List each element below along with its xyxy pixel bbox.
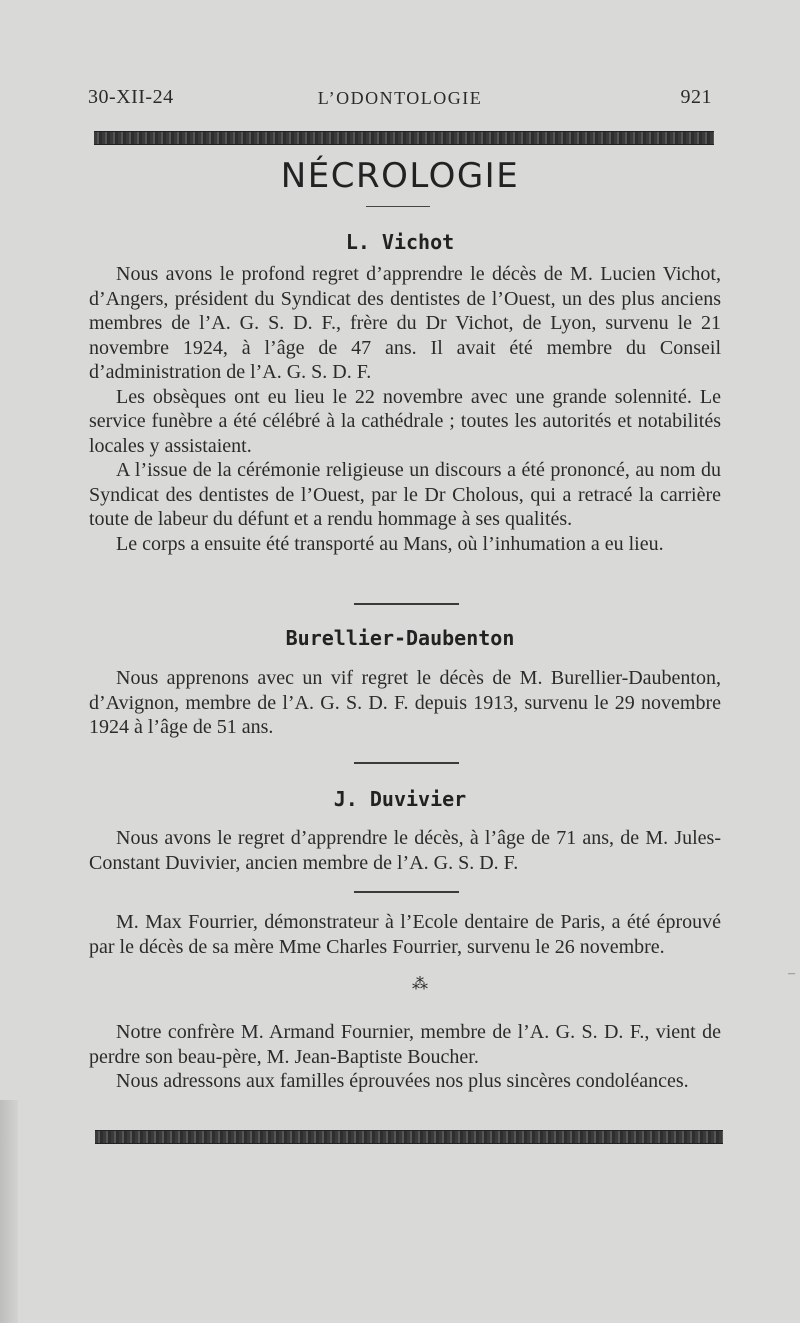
header-date: 30-XII-24 xyxy=(88,86,174,108)
heading-vichot: L. Vichot xyxy=(345,230,455,254)
bottom-ornamental-rule xyxy=(95,1130,723,1144)
paragraph: A l’issue de la cérémonie religieuse un discours a été prononcé, au nom du Syndicat des dentistes de l’Ouest, par le Dr Cholous, qui a retracé la carrière toute de labeur du défunt et a rendu hommage à ses qualités. xyxy=(89,459,721,530)
vichot-article xyxy=(89,262,721,556)
paragraph: Nous avons le regret d’apprendre le décès, à l’âge de 71 ans, de M. Jules-Constant Duvivier, ancien membre de l’A. G. S. D. F. xyxy=(89,827,721,874)
separator-rule xyxy=(354,891,459,893)
paragraph: Notre confrère M. Armand Fournier, membre de l’A. G. S. D. F., vient de perdre son beau-père, M. Jean-Baptiste Boucher. xyxy=(89,1021,721,1068)
margin-mark: – xyxy=(788,966,795,981)
paragraph: Le corps a ensuite été transporté au Mans, où l’inhumation a eu lieu. xyxy=(116,532,664,555)
separator-rule xyxy=(354,762,459,764)
header-page-number: 921 xyxy=(680,86,712,108)
burellier-article xyxy=(89,666,721,740)
paragraph: Nous adressons aux familles éprouvées nos plus sincères condoléances. xyxy=(116,1070,689,1092)
separator-rule xyxy=(354,603,459,605)
page-edge-shadow xyxy=(0,1100,18,1323)
fournier-notice xyxy=(89,1020,721,1094)
section-title: NÉCROLOGIE xyxy=(280,156,520,196)
paragraph: Nous apprenons avec un vif regret le décès de M. Burellier-Daubenton, d’Avignon, membre de l’A. G. S. D. F. depuis 1913, survenu le 29 novembre 1924 à l’âge de 51 ans. xyxy=(89,667,721,738)
fourrier-notice xyxy=(89,910,721,959)
paragraph: Nous avons le profond regret d’apprendre le décès de M. Lucien Vichot, d’Angers, président du Syndicat des dentistes de l’Ouest, un des plus anciens membres de l’A. G. S. D. F., frère du Dr Vichot, de Lyon, survenu le 21 novembre 1924, à l’âge de 47 ans. Il avait été membre du Conseil d’administration de l’A. G. S. D. F. xyxy=(89,263,721,383)
heading-duvivier: J. Duvivier xyxy=(333,787,467,811)
asterism: ⁂ xyxy=(412,976,428,993)
paragraph: Les obsèques ont eu lieu le 22 novembre avec une grande solennité. Le service funèbre a été célébré à la cathédrale ; toutes les autorités et notabilités locales y assistaient. xyxy=(89,385,721,457)
paragraph: M. Max Fourrier, démonstrateur à l’Ecole dentaire de Paris, a été éprouvé par le décès de sa mère Mme Charles Fourrier, survenu le 26 novembre. xyxy=(89,911,721,958)
top-ornamental-rule xyxy=(94,131,714,145)
title-underline xyxy=(366,206,430,207)
heading-burellier-daubenton: Burellier-Daubenton xyxy=(285,626,515,650)
header-journal-title: L’ODONTOLOGIE xyxy=(317,88,483,108)
duvivier-article xyxy=(89,826,721,875)
